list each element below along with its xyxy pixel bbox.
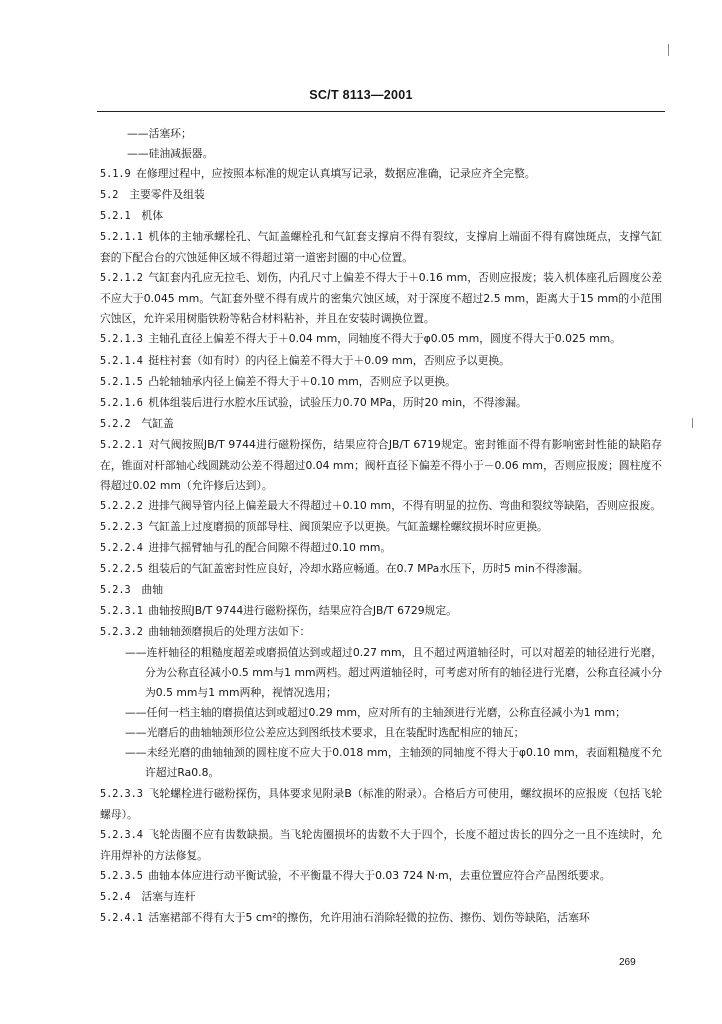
clause-text: 气缸套内孔应无拉毛、划伤，内孔尺寸上偏差不得大于＋0.16 mm，否则应报废；装入机体座孔后圆度公差不应大于0.045 mm。气缸套外壁不得有成片的密集穴蚀区域，对于深度不超过2.5 mm，距离大于15 mm的小范围穴蚀区，允许采用树脂铁粉等粘合材料粘补，并且在安装时调换位置。 bbox=[100, 271, 662, 326]
clause-paragraph bbox=[100, 351, 662, 372]
list-item-text: ——任何一档主轴的磨损值达到或超过0.29 mm，应对所有的主轴颈进行光磨，公称直径减小为1 mm； bbox=[125, 706, 626, 720]
clause-paragraph bbox=[100, 559, 662, 580]
clause-number: 5.2 bbox=[100, 190, 119, 202]
clause-number: 5.2.1 bbox=[100, 211, 131, 223]
clause-paragraph bbox=[100, 268, 662, 329]
page-number: 269 bbox=[619, 957, 636, 968]
clause-text: 曲轴 bbox=[141, 583, 164, 597]
list-item-text: ——硅油减振器。 bbox=[127, 147, 214, 161]
list-item bbox=[100, 743, 662, 783]
clause-text: 气缸盖上过度磨损的顶部导柱、阀顶架应予以更换。气缸盖螺栓螺纹损坏时应更换。 bbox=[148, 519, 548, 533]
section-heading bbox=[100, 580, 662, 601]
clause-number: 5.2.1.6 bbox=[100, 397, 143, 409]
clause-paragraph bbox=[100, 393, 662, 414]
clause-paragraph bbox=[100, 329, 662, 350]
document-body bbox=[100, 124, 662, 929]
scan-mark bbox=[668, 44, 669, 56]
clause-number: 5.2.2.4 bbox=[100, 542, 143, 554]
clause-paragraph bbox=[100, 908, 662, 929]
clause-paragraph bbox=[100, 825, 662, 866]
clause-paragraph bbox=[100, 601, 662, 622]
header-rule bbox=[97, 111, 665, 112]
clause-text: 组装后的气缸盖密封性应良好，冷却水路应畅通。在0.7 MPa水压下，历时5 min不得渗漏。 bbox=[148, 561, 589, 575]
clause-text: 凸轮轴轴承内径上偏差不得大于＋0.10 mm，否则应予以更换。 bbox=[148, 374, 456, 388]
list-item-text: ——活塞环； bbox=[127, 127, 192, 140]
clause-text: 活塞裙部不得有大于5 cm²的擦伤，允许用油石消除轻微的拉伤、擦伤、划伤等缺陷，活塞环 bbox=[148, 910, 590, 924]
section-heading bbox=[100, 206, 662, 227]
clause-text: 曲轴按照JB/T 9744进行磁粉探伤，结果应符合JB/T 6729规定。 bbox=[148, 604, 457, 618]
clause-text: 曲轴本体应进行动平衡试验，不平衡量不得大于0.03 724 N·m，去重位置应符合产品图纸要求。 bbox=[148, 868, 611, 882]
clause-number: 5.2.4 bbox=[100, 891, 131, 903]
section-heading bbox=[100, 414, 662, 435]
clause-number: 5.2.3.3 bbox=[100, 788, 143, 800]
list-item bbox=[100, 723, 662, 743]
clause-text: 机体组装后进行水腔水压试验，试验压力0.70 MPa，历时20 min，不得渗漏。 bbox=[148, 395, 527, 409]
clause-number: 5.2.2.2 bbox=[100, 500, 143, 512]
clause-number: 5.1.9 bbox=[100, 169, 131, 181]
clause-number: 5.2.3.5 bbox=[100, 870, 143, 882]
clause-number: 5.2.1.3 bbox=[100, 334, 143, 346]
clause-text: 主轴孔直径上偏差不得大于＋0.04 mm，同轴度不得大于φ0.05 mm，圆度不得大于0.025 mm。 bbox=[148, 332, 621, 346]
clause-number: 5.2.3.1 bbox=[100, 606, 143, 618]
clause-paragraph bbox=[100, 435, 662, 496]
clause-paragraph bbox=[100, 227, 662, 268]
clause-text: 进排气阀导管内径上偏差最大不得超过＋0.10 mm，不得有明显的拉伤、弯曲和裂纹等缺陷，否则应报废。 bbox=[148, 498, 662, 512]
clause-paragraph bbox=[100, 372, 662, 393]
clause-number: 5.2.4.1 bbox=[100, 912, 143, 924]
clause-number: 5.2.1.2 bbox=[100, 273, 143, 285]
clause-number: 5.2.3 bbox=[100, 585, 131, 597]
section-heading bbox=[100, 185, 662, 206]
clause-text: 机体的主轴承螺栓孔、气缸盖螺栓孔和气缸套支撑肩不得有裂纹，支撑肩上端面不得有腐蚀斑点，支撑气缸套的下配合台的穴蚀延伸区域不得超过第一道密封圈的中心位置。 bbox=[100, 230, 662, 265]
standard-number-header: SC/T 8113—2001 bbox=[309, 88, 413, 102]
section-heading bbox=[100, 887, 662, 908]
clause-number: 5.2.1.5 bbox=[100, 376, 143, 388]
list-item bbox=[100, 703, 662, 723]
clause-text: 活塞与连杆 bbox=[141, 889, 196, 903]
clause-number: 5.2.1.4 bbox=[100, 355, 143, 367]
clause-number: 5.2.3.4 bbox=[100, 829, 143, 841]
clause-text: 飞轮螺栓进行磁粉探伤，具体要求见附录B（标准的附录）。合格后方可使用，螺纹损坏的应报废（包括飞轮螺母）。 bbox=[100, 786, 662, 821]
clause-text: 飞轮齿圈不应有齿数缺损。当飞轮齿圈损坏的齿数不大于四个，长度不超过齿长的四分之一且不连续时，允许用焊补的方法修复。 bbox=[100, 827, 662, 862]
clause-number: 5.2.2.5 bbox=[100, 563, 143, 575]
clause-paragraph bbox=[100, 622, 662, 643]
clause-text: 机体 bbox=[141, 209, 164, 223]
clause-number: 5.2.2.1 bbox=[100, 439, 143, 451]
clause-text: 曲轴轴颈磨损后的处理方法如下： bbox=[148, 625, 311, 639]
list-item bbox=[100, 124, 662, 144]
clause-paragraph bbox=[100, 866, 662, 887]
clause-text: 主要零件及组装 bbox=[129, 188, 205, 202]
clause-paragraph bbox=[100, 517, 662, 538]
clause-text: 对气阀按照JB/T 9744进行磁粉探伤，结果应符合JB/T 6719规定。密封锥面不得有影响密封性能的缺陷存在，锥面对杆部轴心线圆跳动公差不得超过0.04 mm；阀杆直径下偏差不得小于－0.06 mm，否则应报废；圆柱度不得超过0.02 mm（允许修后达到）。 bbox=[100, 437, 662, 492]
clause-paragraph bbox=[100, 538, 662, 559]
clause-paragraph bbox=[100, 164, 662, 185]
list-item bbox=[100, 144, 662, 164]
clause-text: 在修理过程中，应按照本标准的规定认真填写记录，数据应准确，记录应齐全完整。 bbox=[136, 167, 536, 181]
clause-paragraph bbox=[100, 784, 662, 825]
clause-number: 5.2.1.1 bbox=[100, 232, 143, 244]
clause-text: 挺柱衬套（如有时）的内径上偏差不得大于＋0.09 mm，否则应予以更换。 bbox=[148, 353, 510, 367]
list-item-text: ——未经光磨的曲轴轴颈的圆柱度不应大于0.018 mm，主轴颈的同轴度不得大于φ0.10 mm，表面粗糙度不允许超过Ra0.8。 bbox=[125, 746, 662, 780]
clause-number: 5.2.2.3 bbox=[100, 521, 143, 533]
scan-mark bbox=[692, 418, 693, 428]
clause-number: 5.2.3.2 bbox=[100, 627, 143, 639]
clause-paragraph bbox=[100, 496, 662, 517]
clause-number: 5.2.2 bbox=[100, 418, 131, 430]
list-item-text: ——连杆轴径的粗糙度超差或磨损值达到或超过0.27 mm，且不超过两道轴径时，可以对超差的轴径进行光磨，分为公称直径减小0.5 mm与1 mm两档。超过两道轴径时，可考虑对所有的轴径进行光磨，公称直径减小分为0.5 mm与1 mm两种，视情况选用； bbox=[125, 646, 662, 700]
clause-text: 进排气摇臂轴与孔的配合间隙不得超过0.10 mm。 bbox=[148, 540, 392, 554]
list-item bbox=[100, 643, 662, 703]
clause-text: 气缸盖 bbox=[141, 416, 174, 430]
list-item-text: ——光磨后的曲轴轴颈形位公差应达到图纸技术要求，且在装配时选配相应的轴瓦； bbox=[125, 726, 525, 740]
